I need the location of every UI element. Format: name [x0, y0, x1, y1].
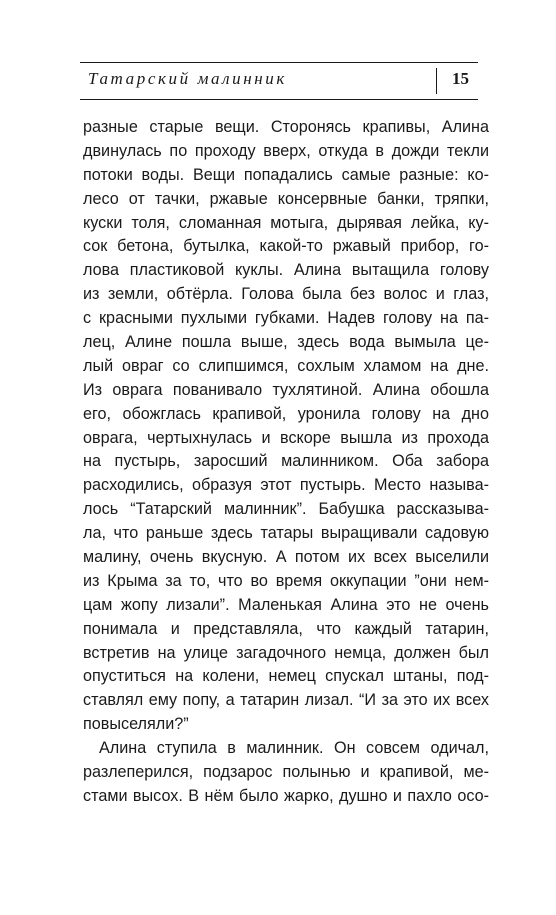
text-line: лец, Алине пошла выше, здесь вода вымыла це-	[83, 333, 489, 352]
text-line: из Крыма за то, что во время оккупации ”они нем-	[83, 571, 489, 590]
body-text	[83, 116, 489, 809]
text-line: лось “Татарский малинник”. Бабушка рассказыва-	[83, 500, 489, 519]
header-bottom-rule	[80, 99, 478, 100]
paragraph-end-line: повыселяли?”	[83, 715, 189, 734]
header-divider	[436, 68, 437, 94]
text-line: из земли, обтёрла. Голова была без волос и глаз,	[83, 285, 489, 304]
text-line: стами высох. В нём было жарко, душно и пахло осо-	[83, 786, 489, 805]
text-line: цам жопу лизали”. Маленькая Алина это не очень	[83, 595, 489, 614]
text-line: двинулась по проходу вверх, откуда в дожди текли	[83, 141, 489, 160]
text-line: разные старые вещи. Сторонясь крапивы, Алина	[83, 118, 489, 136]
text-line: ставлял ему попу, а татарин лизал. “И за это их всех	[83, 691, 489, 710]
text-line: куски толя, сломанная мотыга, дырявая лейка, ку-	[83, 213, 489, 232]
page-number: 15	[452, 69, 469, 88]
running-header	[80, 62, 478, 100]
text-line: расходились, образуя этот пустырь. Место называ-	[83, 476, 489, 495]
text-line: с красными пухлыми губками. Надев голову на па-	[83, 309, 489, 328]
text-line: на пустырь, заросший малинником. Оба забора	[83, 452, 489, 471]
text-line: его, обожглась крапивой, уронила голову на дно	[83, 404, 489, 423]
text-line: малину, очень вкусную. А потом их всех выселили	[83, 548, 489, 567]
text-line: лесо от тачки, ржавые консервные банки, тряпки,	[83, 189, 489, 208]
text-line: лова пластиковой куклы. Алина вытащила голову	[83, 261, 489, 280]
running-title: Татарский малинник	[88, 69, 287, 88]
text-line: лый овраг со слипшимся, сохлым хламом на дне.	[83, 356, 489, 375]
text-line: ла, что раньше здесь татары выращивали садовую	[83, 524, 489, 543]
text-line: разлеперился, подзарос полынью и крапивой, ме-	[83, 763, 489, 782]
header-top-rule	[80, 62, 478, 63]
text-line: оврага, чертыхнулась и вскоре вышла из прохода	[83, 428, 489, 447]
text-line: встретив на улице загадочного немца, должен был	[83, 643, 489, 662]
text-line: сок бетона, бутылка, какой-то ржавый прибор, го-	[83, 237, 489, 256]
text-line: опуститься на колени, немец спускал штаны, под-	[83, 667, 489, 686]
text-line: понимала и представляла, что каждый татарин,	[83, 619, 489, 638]
paragraph-first-line: Алина ступила в малинник. Он совсем одичал,	[99, 739, 489, 758]
text-line: потоки воды. Вещи попадались самые разные: ко-	[83, 165, 489, 184]
text-line: Из оврага пованивало тухлятиной. Алина обошла	[83, 380, 489, 399]
